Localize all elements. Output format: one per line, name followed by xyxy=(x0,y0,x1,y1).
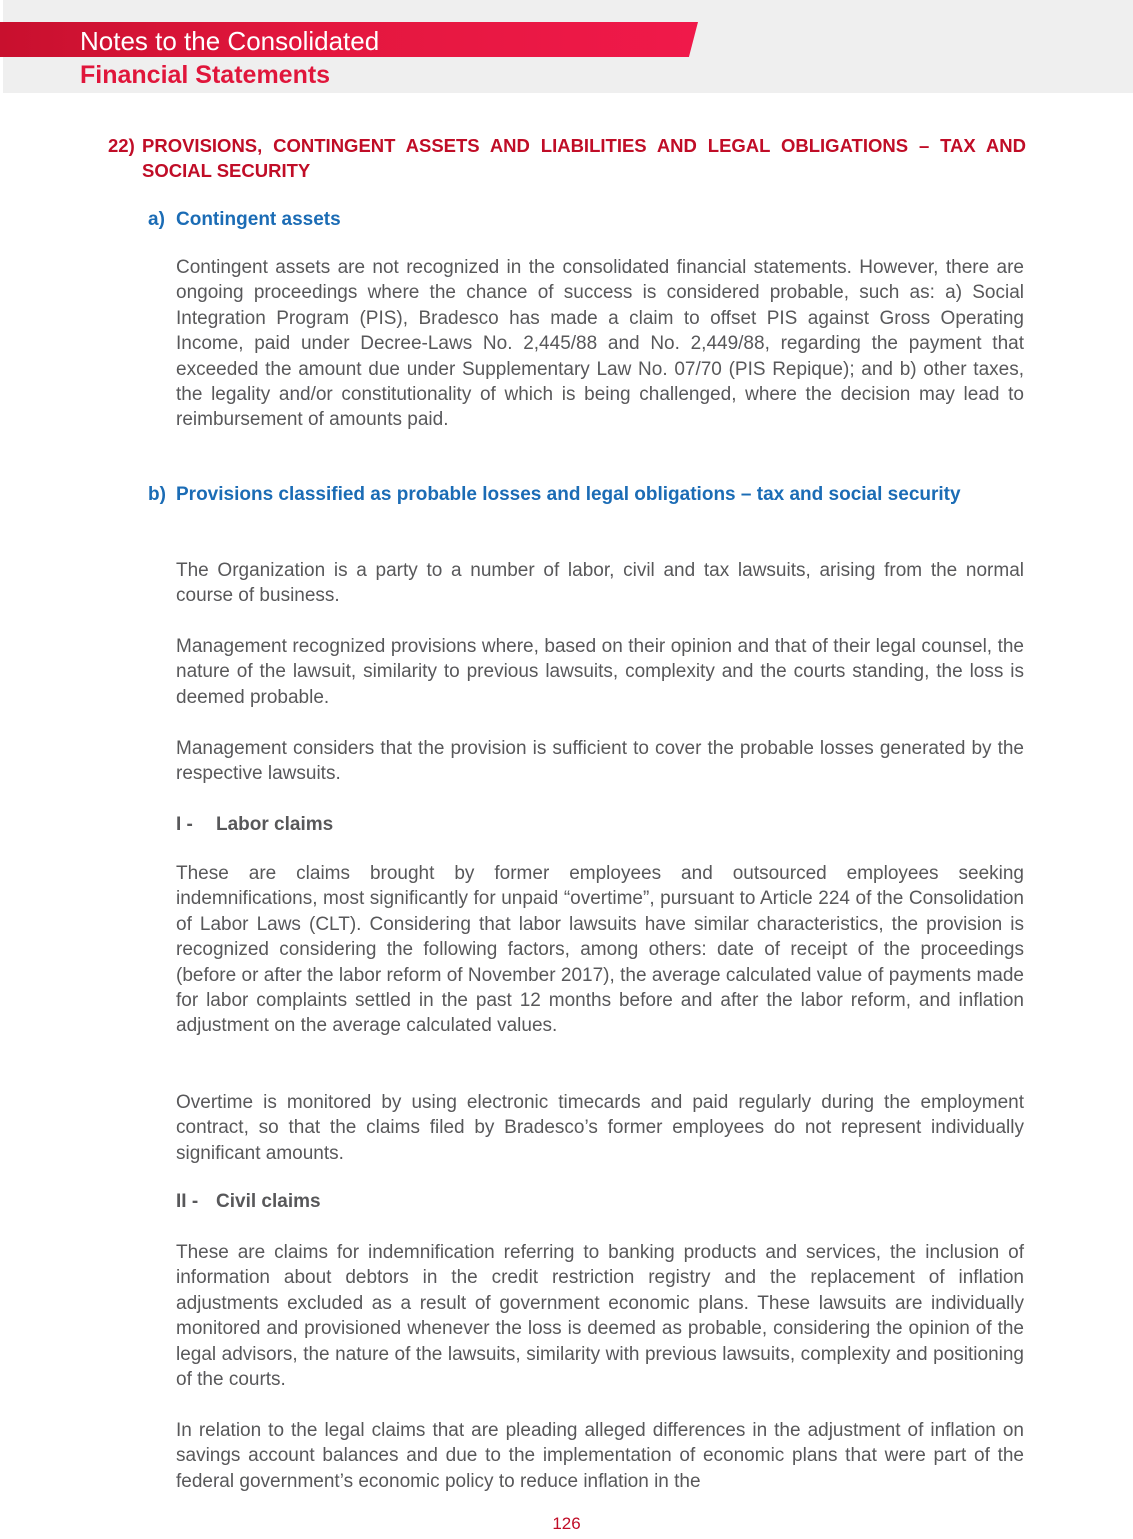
section-title: PROVISIONS, CONTINGENT ASSETS AND LIABILITIES AND LEGAL OBLIGATIONS – TAX AND SOCIAL SECURITY xyxy=(142,135,1026,181)
header-title-line2: Financial Statements xyxy=(80,61,331,89)
labor-claims-numeral: I - xyxy=(176,814,193,835)
subsection-b-letter: b) xyxy=(148,484,166,505)
paragraph-civil-claims: These are claims for indemnification referring to banking products and services, the inclusion of information about debtors in the credit restriction registry and the replacement of inflation adjustments excluded as a result of government economic plans. These lawsuits are individually monitored and provisioned whenever the loss is deemed as probable, considering the opinion of the legal advisors, the nature of the lawsuits, similarity with previous lawsuits, complexity and positioning of the courts. xyxy=(176,1242,1024,1391)
header-title-line1: Notes to the Consolidated xyxy=(80,26,380,56)
paragraph-savings-inflation: In relation to the legal claims that are pleading alleged differences in the adjustment of inflation on savings account balances and due to the implementation of economic plans that were part of the federal government’s economic policy to reduce inflation in the xyxy=(176,1420,1024,1492)
paragraph-organization: The Organization is a party to a number of labor, civil and tax lawsuits, arising from the normal course of business. xyxy=(176,560,1024,607)
paragraph-management-recognized: Management recognized provisions where, based on their opinion and that of their legal counsel, the nature of the lawsuit, similarity to previous lawsuits, complexity and the courts standing, the loss is deemed probable. xyxy=(176,636,1024,708)
paragraph-contingent-assets: Contingent assets are not recognized in the consolidated financial statements. However, there are ongoing proceedings where the chance of success is considered probable, such as: a) Social Integration Program (PIS), Bradesco has made a claim to offset PIS against Gross Operating Income, paid under Decree-Laws No. 2,445/88 and No. 2,449/88, regarding the payment that exceeded the amount due under Supplementary Law No. 07/70 (PIS Repique); and b) other taxes, the legality and/or constitutionality of which is being challenged, where the decision may lead to reimbursement of amounts paid. xyxy=(176,257,1024,431)
subsection-a-title: Contingent assets xyxy=(176,209,341,230)
subsection-a-letter: a) xyxy=(148,209,165,230)
paragraph-management-considers: Management considers that the provision is sufficient to cover the probable losses generated by the respective lawsuits. xyxy=(176,738,1024,785)
civil-claims-title: Civil claims xyxy=(216,1191,321,1212)
subsection-b-heading xyxy=(148,482,988,507)
paragraph-labor-claims: These are claims brought by former employees and outsourced employees seeking indemnifications, most significantly for unpaid “overtime”, pursuant to Article 224 of the Consolidation of Labor Laws (CLT). Considering that labor lawsuits have similar characteristics, the provision is recognized considering the following factors, among others: date of receipt of the proceedings (before or after the labor reform of November 2017), the average calculated value of payments made for labor complaints settled in the past 12 months before and after the labor reform, and inflation adjustment on the average calculated values. xyxy=(176,863,1024,1037)
section-number: 22) xyxy=(108,135,135,156)
civil-claims-heading xyxy=(176,1189,321,1214)
subsection-b-title: Provisions classified as probable losses and legal obligations – tax and social security xyxy=(176,484,961,505)
page-number: 126 xyxy=(552,1514,581,1533)
civil-claims-numeral: II - xyxy=(176,1191,199,1212)
labor-claims-title: Labor claims xyxy=(216,814,334,835)
labor-claims-heading xyxy=(176,812,333,837)
subsection-a-heading xyxy=(148,207,1028,232)
paragraph-overtime: Overtime is monitored by using electronic timecards and paid regularly during the employment contract, so that the claims filed by Bradesco’s former employees do not represent individually significant amounts. xyxy=(176,1092,1024,1164)
section-heading xyxy=(108,133,1026,183)
